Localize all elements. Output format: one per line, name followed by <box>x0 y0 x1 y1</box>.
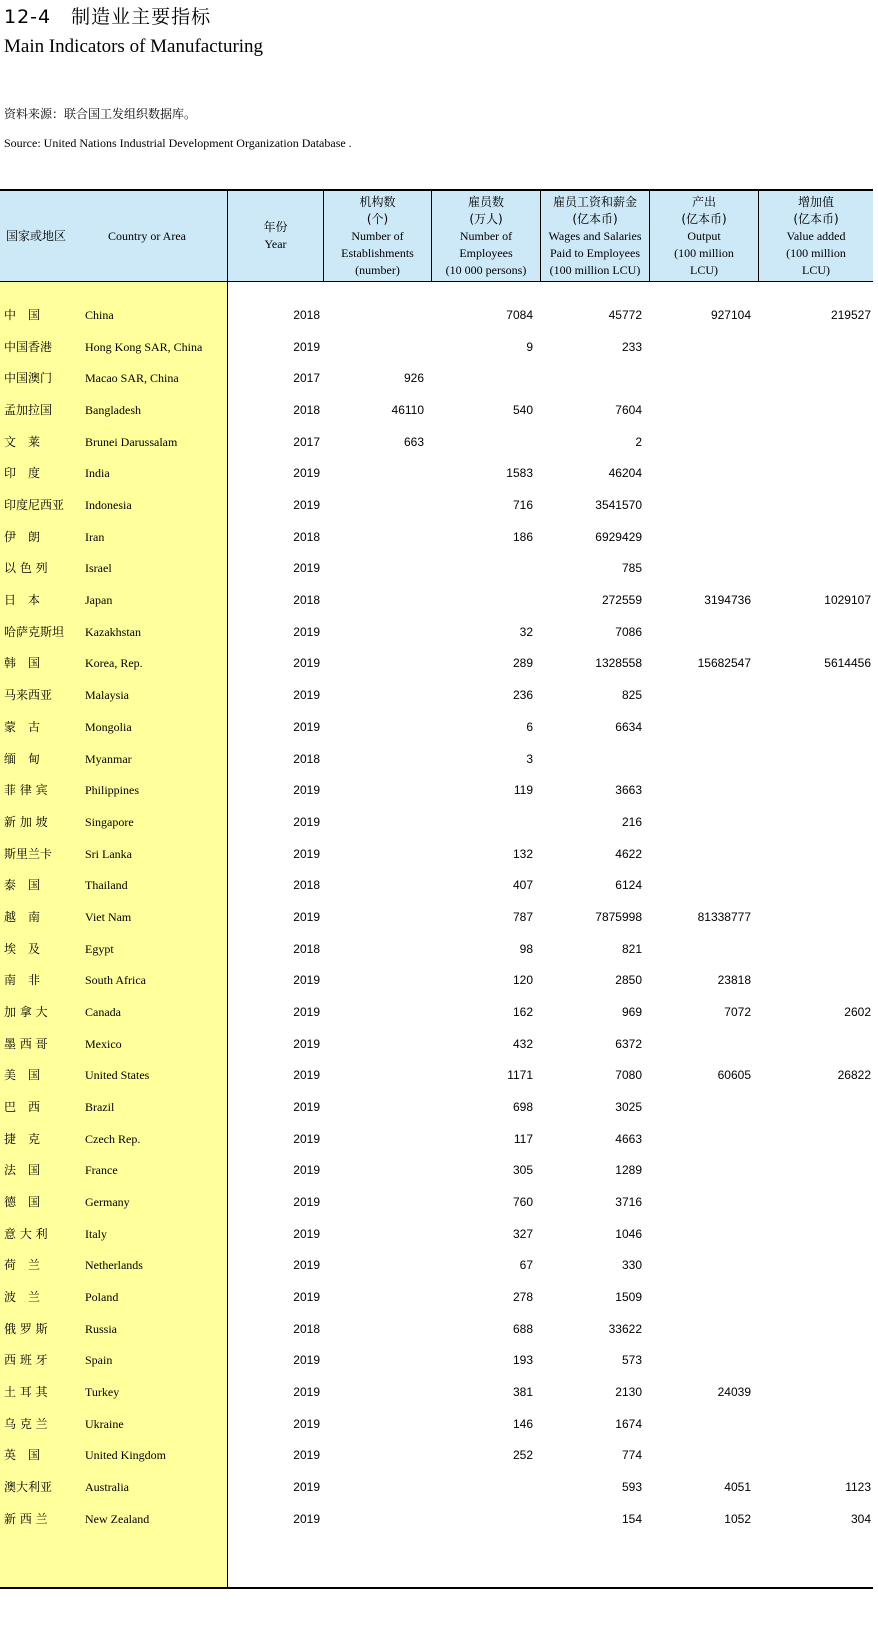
header-line: (个) <box>366 211 389 226</box>
cell-zh: 文 莱 <box>4 435 41 449</box>
cell-out: 15682547 <box>697 656 751 670</box>
employees-column-header <box>432 191 541 281</box>
header-line: Number of <box>351 228 404 243</box>
cell-wage: 1046 <box>615 1227 642 1241</box>
country-column-header <box>0 191 228 281</box>
cell-zh: 意 大 利 <box>4 1227 48 1241</box>
table-row <box>0 617 873 648</box>
table-row <box>0 300 873 331</box>
cell-emp: 698 <box>512 1100 533 1114</box>
cell-year: 2019 <box>293 1417 320 1431</box>
cell-en: Germany <box>85 1195 130 1209</box>
cell-wage: 821 <box>621 942 642 956</box>
cell-emp: 186 <box>512 530 533 544</box>
header-line: 机构数 <box>359 194 396 209</box>
cell-emp: 305 <box>512 1163 533 1177</box>
cell-en: Singapore <box>85 815 134 829</box>
cell-year: 2019 <box>293 1132 320 1146</box>
table-row <box>0 839 873 870</box>
cell-zh: 泰 国 <box>4 878 41 892</box>
cell-wage: 774 <box>621 1448 642 1462</box>
country-header-en: Country or Area <box>108 229 186 243</box>
cell-wage: 785 <box>621 561 642 575</box>
cell-year: 2019 <box>293 1005 320 1019</box>
cell-emp: 289 <box>512 656 533 670</box>
cell-year: 2019 <box>293 340 320 354</box>
table-row <box>0 1504 873 1535</box>
cell-emp: 327 <box>512 1227 533 1241</box>
cell-year: 2019 <box>293 498 320 512</box>
cell-va: 5614456 <box>824 656 871 670</box>
cell-est: 663 <box>403 435 424 449</box>
cell-en: Brunei Darussalam <box>85 435 178 449</box>
cell-zh: 捷 克 <box>4 1132 41 1146</box>
cell-emp: 193 <box>512 1353 533 1367</box>
cell-zh: 中国香港 <box>4 340 53 354</box>
header-line: (10 000 persons) <box>445 262 527 277</box>
cell-va: 1029107 <box>824 593 871 607</box>
cell-en: Kazakhstan <box>85 625 141 639</box>
cell-va: 1123 <box>845 1480 871 1494</box>
cell-emp: 162 <box>512 1005 533 1019</box>
table-row <box>0 1029 873 1060</box>
cell-out: 81338777 <box>697 910 751 924</box>
cell-en: Korea, Rep. <box>85 656 143 670</box>
cell-zh: 越 南 <box>4 910 41 924</box>
header-line: 雇员数 <box>467 194 504 209</box>
header-line: Number of <box>459 228 513 243</box>
cell-year: 2019 <box>293 1068 320 1082</box>
cell-wage: 233 <box>621 340 642 354</box>
cell-out: 1052 <box>724 1512 751 1526</box>
cell-va: 304 <box>850 1512 871 1526</box>
table-row <box>0 648 873 679</box>
cell-emp: 688 <box>512 1322 533 1336</box>
cell-va: 2602 <box>844 1005 871 1019</box>
cell-wage: 3663 <box>615 783 642 797</box>
cell-year: 2019 <box>293 1448 320 1462</box>
cell-wage: 7086 <box>615 625 642 639</box>
cell-year: 2018 <box>293 1322 320 1336</box>
cell-emp: 381 <box>512 1385 533 1399</box>
cell-en: Spain <box>85 1353 113 1367</box>
cell-zh: 哈萨克斯坦 <box>4 625 65 639</box>
source-note-en: Source: United Nations Industrial Development Organization Database . <box>4 136 352 150</box>
cell-en: Bangladesh <box>85 403 141 417</box>
table-row <box>0 427 873 458</box>
cell-en: Viet Nam <box>85 910 132 924</box>
cell-wage: 3025 <box>615 1100 642 1114</box>
cell-en: Russia <box>85 1322 118 1336</box>
cell-en: Israel <box>85 561 112 575</box>
cell-en: Italy <box>85 1227 107 1241</box>
cell-va: 219527 <box>830 308 871 322</box>
cell-en: Australia <box>85 1480 129 1494</box>
cell-wage: 4663 <box>615 1132 642 1146</box>
cell-emp: 252 <box>512 1448 533 1462</box>
cell-emp: 1583 <box>506 466 533 480</box>
cell-zh: 中 国 <box>4 308 41 322</box>
cell-zh: 韩 国 <box>4 656 41 670</box>
cell-zh: 新 西 兰 <box>4 1512 48 1526</box>
table-row <box>0 395 873 426</box>
header-line: LCU) <box>802 262 830 277</box>
table-row <box>0 1187 873 1218</box>
cell-en: Thailand <box>85 878 128 892</box>
cell-emp: 98 <box>519 942 533 956</box>
cell-year: 2018 <box>293 530 320 544</box>
cell-emp: 146 <box>512 1417 533 1431</box>
cell-year: 2019 <box>293 720 320 734</box>
cell-emp: 760 <box>512 1195 533 1209</box>
cell-en: South Africa <box>85 973 146 987</box>
cell-wage: 825 <box>621 688 642 702</box>
cell-emp: 236 <box>512 688 533 702</box>
cell-wage: 1289 <box>615 1163 642 1177</box>
table-row <box>0 585 873 616</box>
header-line: LCU) <box>690 262 718 277</box>
cell-en: Sri Lanka <box>85 847 132 861</box>
table-row <box>0 775 873 806</box>
table-row <box>0 997 873 1028</box>
cell-en: United States <box>85 1068 150 1082</box>
source-note-zh: 资料来源：联合国工发组织数据库。 <box>4 107 197 121</box>
table-row <box>0 1060 873 1091</box>
cell-emp: 6 <box>526 720 533 734</box>
cell-en: New Zealand <box>85 1512 150 1526</box>
cell-year: 2019 <box>293 561 320 575</box>
cell-zh: 印度尼西亚 <box>4 498 65 512</box>
cell-en: Brazil <box>85 1100 115 1114</box>
cell-est: 46110 <box>391 403 424 417</box>
cell-year: 2019 <box>293 815 320 829</box>
cell-en: Mexico <box>85 1037 122 1051</box>
wages-column-header <box>541 191 650 281</box>
cell-emp: 7084 <box>506 308 533 322</box>
cell-en: Indonesia <box>85 498 132 512</box>
year-column-header <box>228 191 324 281</box>
cell-wage: 7875998 <box>595 910 642 924</box>
table-row <box>0 1409 873 1440</box>
cell-year: 2019 <box>293 1100 320 1114</box>
table-row <box>0 1282 873 1313</box>
cell-wage: 7604 <box>615 403 642 417</box>
cell-year: 2018 <box>293 878 320 892</box>
cell-zh: 荷 兰 <box>4 1258 41 1272</box>
cell-zh: 乌 克 兰 <box>4 1417 48 1431</box>
cell-zh: 中国澳门 <box>4 371 53 385</box>
cell-emp: 132 <box>512 847 533 861</box>
cell-year: 2018 <box>293 942 320 956</box>
cell-year: 2019 <box>293 466 320 480</box>
header-line: Output <box>687 228 721 243</box>
year-header-en: Year <box>264 237 287 251</box>
cell-year: 2018 <box>293 308 320 322</box>
cell-zh: 美 国 <box>4 1068 41 1082</box>
table-row <box>0 1472 873 1503</box>
page-title-zh: 12-4 制造业主要指标 <box>4 6 212 28</box>
cell-zh: 菲 律 宾 <box>4 783 48 797</box>
cell-zh: 南 非 <box>4 973 41 987</box>
cell-en: India <box>85 466 110 480</box>
header-line: Wages and Salaries <box>548 228 642 243</box>
cell-zh: 新 加 坡 <box>4 815 48 829</box>
cell-wage: 6929429 <box>595 530 642 544</box>
cell-out: 3194736 <box>704 593 751 607</box>
cell-en: France <box>85 1163 118 1177</box>
cell-year: 2019 <box>293 1195 320 1209</box>
cell-wage: 573 <box>621 1353 642 1367</box>
cell-en: Philippines <box>85 783 140 797</box>
cell-wage: 3541570 <box>595 498 642 512</box>
header-line: 增加值 <box>797 194 834 209</box>
indicators-table <box>0 189 873 1589</box>
table-row <box>0 680 873 711</box>
cell-emp: 119 <box>513 783 533 797</box>
cell-wage: 216 <box>621 815 642 829</box>
cell-wage: 3716 <box>615 1195 642 1209</box>
table-row <box>0 1345 873 1376</box>
header-line: (万人) <box>469 211 503 226</box>
cell-zh: 孟加拉国 <box>4 403 53 417</box>
cell-year: 2019 <box>293 625 320 639</box>
cell-est: 926 <box>403 371 424 385</box>
table-row <box>0 458 873 489</box>
cell-out: 24039 <box>717 1385 751 1399</box>
cell-year: 2017 <box>293 435 320 449</box>
cell-year: 2019 <box>293 973 320 987</box>
cell-year: 2019 <box>293 1227 320 1241</box>
table-row <box>0 934 873 965</box>
table-row <box>0 870 873 901</box>
cell-zh: 缅 甸 <box>4 752 41 766</box>
cell-emp: 32 <box>519 625 533 639</box>
table-row <box>0 807 873 838</box>
header-line: Value added <box>786 228 846 243</box>
cell-zh: 澳大利亚 <box>4 1480 53 1494</box>
cell-wage: 1674 <box>615 1417 642 1431</box>
cell-wage: 1509 <box>615 1290 642 1304</box>
cell-year: 2019 <box>293 1163 320 1177</box>
cell-en: China <box>85 308 114 322</box>
cell-zh: 巴 西 <box>4 1100 41 1114</box>
cell-en: Japan <box>85 593 113 607</box>
cell-wage: 593 <box>621 1480 642 1494</box>
cell-en: Malaysia <box>85 688 129 702</box>
cell-year: 2019 <box>293 656 320 670</box>
cell-zh: 马来西亚 <box>4 688 53 702</box>
cell-wage: 154 <box>621 1512 642 1526</box>
table-row <box>0 553 873 584</box>
cell-emp: 9 <box>526 340 533 354</box>
cell-out: 60605 <box>717 1068 751 1082</box>
cell-emp: 3 <box>526 752 533 766</box>
header-line: (100 million <box>674 245 734 260</box>
cell-en: Egypt <box>85 942 114 956</box>
header-line: (number) <box>355 262 400 277</box>
cell-en: Hong Kong SAR, China <box>85 340 203 354</box>
cell-zh: 法 国 <box>4 1163 41 1177</box>
cell-en: Netherlands <box>85 1258 143 1272</box>
cell-emp: 407 <box>512 878 533 892</box>
cell-zh: 俄 罗 斯 <box>4 1322 48 1336</box>
header-line: Employees <box>459 245 513 260</box>
cell-year: 2019 <box>293 1512 320 1526</box>
cell-zh: 蒙 古 <box>4 720 41 734</box>
value-added-column-header <box>759 191 873 281</box>
cell-emp: 1171 <box>507 1068 533 1082</box>
table-row <box>0 1440 873 1471</box>
cell-wage: 1328558 <box>595 656 642 670</box>
header-line: 产出 <box>691 194 716 209</box>
cell-zh: 英 国 <box>4 1448 41 1462</box>
cell-zh: 印 度 <box>4 466 41 480</box>
cell-year: 2019 <box>293 910 320 924</box>
year-header-zh: 年份 <box>263 220 288 234</box>
cell-wage: 45772 <box>608 308 642 322</box>
cell-out: 927104 <box>710 308 751 322</box>
cell-wage: 33622 <box>608 1322 642 1336</box>
cell-wage: 6124 <box>615 878 642 892</box>
table-row <box>0 1314 873 1345</box>
cell-year: 2019 <box>293 1353 320 1367</box>
header-line: 雇员工资和薪金 <box>552 194 637 209</box>
cell-en: Mongolia <box>85 720 132 734</box>
cell-year: 2018 <box>293 593 320 607</box>
cell-year: 2017 <box>293 371 320 385</box>
cell-wage: 4622 <box>615 847 642 861</box>
header-line: (亿本币) <box>681 211 727 226</box>
cell-zh: 加 拿 大 <box>4 1005 48 1019</box>
establishments-column-header <box>324 191 432 281</box>
cell-wage: 272559 <box>601 593 642 607</box>
cell-year: 2019 <box>293 1480 320 1494</box>
cell-year: 2019 <box>293 783 320 797</box>
table-row <box>0 1124 873 1155</box>
table-row <box>0 522 873 553</box>
cell-out: 7072 <box>724 1005 751 1019</box>
cell-emp: 278 <box>512 1290 533 1304</box>
cell-en: Turkey <box>85 1385 120 1399</box>
cell-out: 4051 <box>724 1480 751 1494</box>
cell-en: Iran <box>85 530 105 544</box>
cell-year: 2019 <box>293 1290 320 1304</box>
cell-wage: 2130 <box>615 1385 642 1399</box>
cell-en: Myanmar <box>85 752 132 766</box>
cell-year: 2019 <box>293 1258 320 1272</box>
cell-zh: 西 班 牙 <box>4 1353 48 1367</box>
cell-wage: 6372 <box>615 1037 642 1051</box>
header-line: (100 million LCU) <box>549 262 641 277</box>
table-row <box>0 965 873 996</box>
cell-emp: 120 <box>512 973 533 987</box>
output-column-header <box>650 191 759 281</box>
cell-zh: 土 耳 其 <box>4 1385 48 1399</box>
cell-emp: 716 <box>512 498 533 512</box>
cell-en: Macao SAR, China <box>85 371 179 385</box>
cell-zh: 斯里兰卡 <box>4 847 53 861</box>
table-header <box>0 191 873 282</box>
table-row <box>0 712 873 743</box>
cell-emp: 432 <box>512 1037 533 1051</box>
cell-wage: 7080 <box>615 1068 642 1082</box>
table-row <box>0 490 873 521</box>
header-line: Paid to Employees <box>550 245 640 260</box>
cell-wage: 2850 <box>615 973 642 987</box>
cell-year: 2019 <box>293 1385 320 1399</box>
cell-year: 2019 <box>293 688 320 702</box>
table-row <box>0 1092 873 1123</box>
cell-year: 2019 <box>293 1037 320 1051</box>
cell-zh: 波 兰 <box>4 1290 41 1304</box>
cell-wage: 969 <box>621 1005 642 1019</box>
table-row <box>0 1155 873 1186</box>
header-line: Establishments <box>341 245 414 260</box>
cell-zh: 以 色 列 <box>4 561 48 575</box>
country-header-zh: 国家或地区 <box>6 229 67 243</box>
cell-zh: 伊 朗 <box>4 530 41 544</box>
page-title-en: Main Indicators of Manufacturing <box>4 36 264 57</box>
cell-va: 26822 <box>837 1068 871 1082</box>
cell-emp: 117 <box>513 1132 533 1146</box>
cell-year: 2018 <box>293 752 320 766</box>
cell-en: United Kingdom <box>85 1448 166 1462</box>
cell-zh: 埃 及 <box>4 942 41 956</box>
table-row <box>0 1219 873 1250</box>
cell-zh: 日 本 <box>4 593 41 607</box>
cell-en: Poland <box>85 1290 119 1304</box>
cell-wage: 330 <box>621 1258 642 1272</box>
table-row <box>0 744 873 775</box>
cell-year: 2019 <box>293 847 320 861</box>
header-line: (100 million <box>786 245 846 260</box>
cell-en: Czech Rep. <box>85 1132 141 1146</box>
table-row <box>0 902 873 933</box>
cell-out: 23818 <box>717 973 751 987</box>
cell-en: Ukraine <box>85 1417 124 1431</box>
cell-zh: 德 国 <box>4 1195 41 1209</box>
cell-en: Canada <box>85 1005 121 1019</box>
cell-wage: 6634 <box>615 720 642 734</box>
table-row <box>0 363 873 394</box>
header-line: (亿本币) <box>793 211 839 226</box>
cell-wage: 2 <box>635 435 642 449</box>
table-row <box>0 332 873 363</box>
header-line: (亿本币) <box>572 211 618 226</box>
cell-emp: 540 <box>512 403 533 417</box>
cell-emp: 67 <box>519 1258 533 1272</box>
cell-wage: 46204 <box>608 466 642 480</box>
cell-year: 2018 <box>293 403 320 417</box>
cell-emp: 787 <box>512 910 533 924</box>
cell-zh: 墨 西 哥 <box>4 1037 48 1051</box>
table-row <box>0 1377 873 1408</box>
table-row <box>0 1250 873 1281</box>
